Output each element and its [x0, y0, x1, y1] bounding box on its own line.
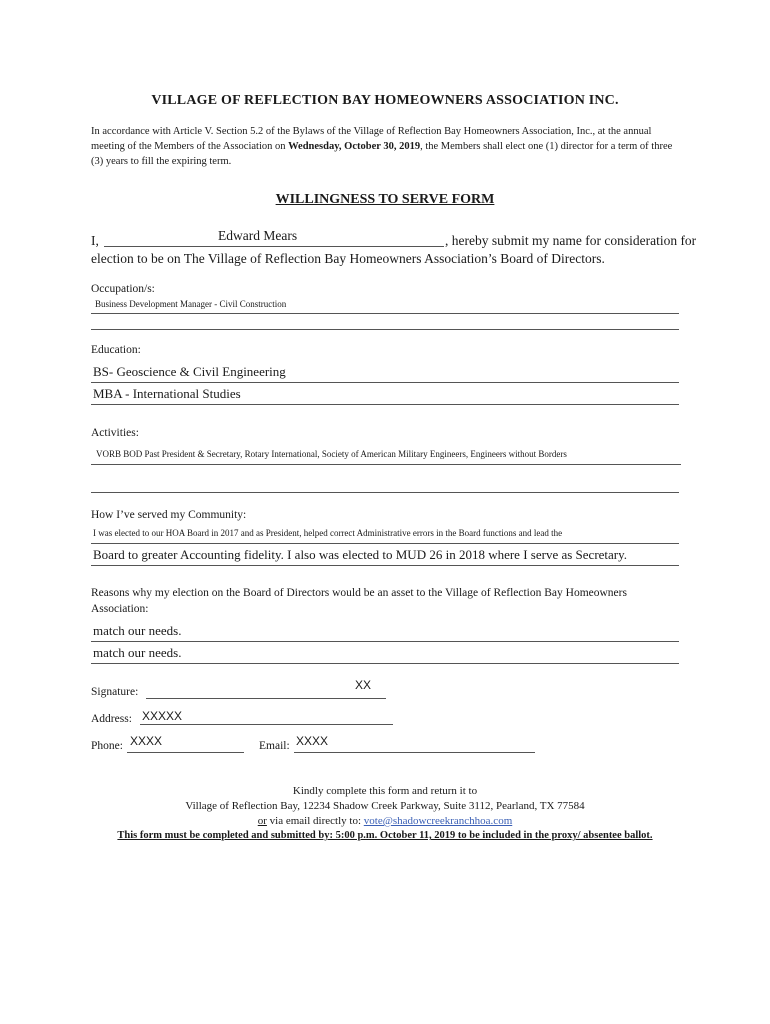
- email-underline: [294, 752, 535, 753]
- reasons-line-1: [91, 641, 679, 642]
- occupation-line-1: [91, 313, 679, 314]
- address-underline: [140, 724, 393, 725]
- signature-underline: [146, 698, 386, 699]
- name-underline: [104, 246, 444, 247]
- occupation-label: Occupation/s:: [91, 283, 155, 295]
- reasons-label-cont: Association:: [91, 603, 149, 615]
- reasons-field-2[interactable]: match our needs.: [93, 645, 182, 660]
- email-field[interactable]: XXXX: [296, 734, 329, 748]
- community-field-2[interactable]: Board to greater Accounting fidelity. I also was elected to MUD 26 in 2018 where I serve as Secretary.: [93, 547, 628, 562]
- reasons-line-2: [91, 663, 679, 664]
- intro-text-end: , the Members shall elect one (1) director for a term of three (3) years to fill the expiring term.: [91, 141, 673, 167]
- phone-underline: [127, 752, 244, 753]
- i-prefix: I,: [91, 233, 99, 248]
- phone-label: Phone:: [91, 740, 123, 752]
- footer-instruction: Kindly complete this form and return it to: [292, 785, 478, 797]
- reasons-field-1[interactable]: match our needs.: [93, 623, 182, 638]
- signature-field[interactable]: XX: [355, 678, 372, 692]
- activities-line-1: [91, 464, 681, 465]
- footer-email-line: [0, 815, 770, 827]
- phone-field[interactable]: XXXX: [130, 734, 163, 748]
- document-title: VILLAGE OF REFLECTION BAY HOMEOWNERS ASSOCIATION INC.: [151, 93, 619, 108]
- signature-label: Signature:: [91, 686, 139, 698]
- declaration-line: election to be on The Village of Reflection Bay Homeowners Association’s Board of Directors.: [91, 251, 605, 266]
- email-link[interactable]: vote@shadowcreekranchhoa.com: [363, 815, 513, 827]
- community-line-2: [91, 565, 679, 566]
- education-line-2: [91, 404, 679, 405]
- intro-text: In accordance with Article V. Section 5.2 of the Bylaws of the Village of Reflection Bay Homeowners Association, Inc., at the annual meeting of the Members of the Association on: [91, 126, 652, 152]
- form-title: WILLINGNESS TO SERVE FORM: [275, 192, 495, 207]
- intro-paragraph: [91, 124, 681, 169]
- meeting-date: Wednesday, October 30, 2019: [288, 141, 421, 152]
- activities-line-2: [91, 492, 679, 493]
- footer-or: or: [257, 815, 267, 827]
- address-label: Address:: [91, 713, 132, 725]
- footer-address: Village of Reflection Bay, 12234 Shadow Creek Parkway, Suite 3112, Pearland, TX 77584: [185, 800, 585, 812]
- name-field[interactable]: Edward Mears: [218, 228, 298, 243]
- deadline-notice: This form must be completed and submitted by: 5:00 p.m. October 11, 2019 to be included in the proxy/ absentee ballot.: [117, 830, 653, 841]
- education-field-2[interactable]: MBA - International Studies: [93, 386, 241, 401]
- occupation-line-2: [91, 329, 679, 330]
- education-line-1: [91, 382, 679, 383]
- community-line-1: [91, 543, 679, 544]
- community-label: How I’ve served my Community:: [91, 509, 247, 521]
- education-label: Education:: [91, 344, 141, 356]
- reasons-label: Reasons why my election on the Board of Directors would be an asset to the Village of Reflection Bay Homeowners: [91, 587, 627, 599]
- education-field-1[interactable]: BS- Geoscience & Civil Engineering: [93, 364, 286, 379]
- community-field-1[interactable]: I was elected to our HOA Board in 2017 and as President, helped correct Administrative errors in the Board functions and lead the: [93, 528, 563, 538]
- activities-label: Activities:: [91, 427, 139, 439]
- address-field[interactable]: XXXXX: [142, 709, 183, 723]
- email-label: Email:: [259, 740, 290, 752]
- activities-field[interactable]: VORB BOD Past President & Secretary, Rotary International, Society of American Military Engineers, Engineers without Borders: [96, 449, 567, 459]
- i-suffix: , hereby submit my name for consideration for: [445, 233, 697, 248]
- footer-via: via email directly to:: [266, 815, 364, 827]
- occupation-field[interactable]: Business Development Manager - Civil Construction: [95, 299, 287, 309]
